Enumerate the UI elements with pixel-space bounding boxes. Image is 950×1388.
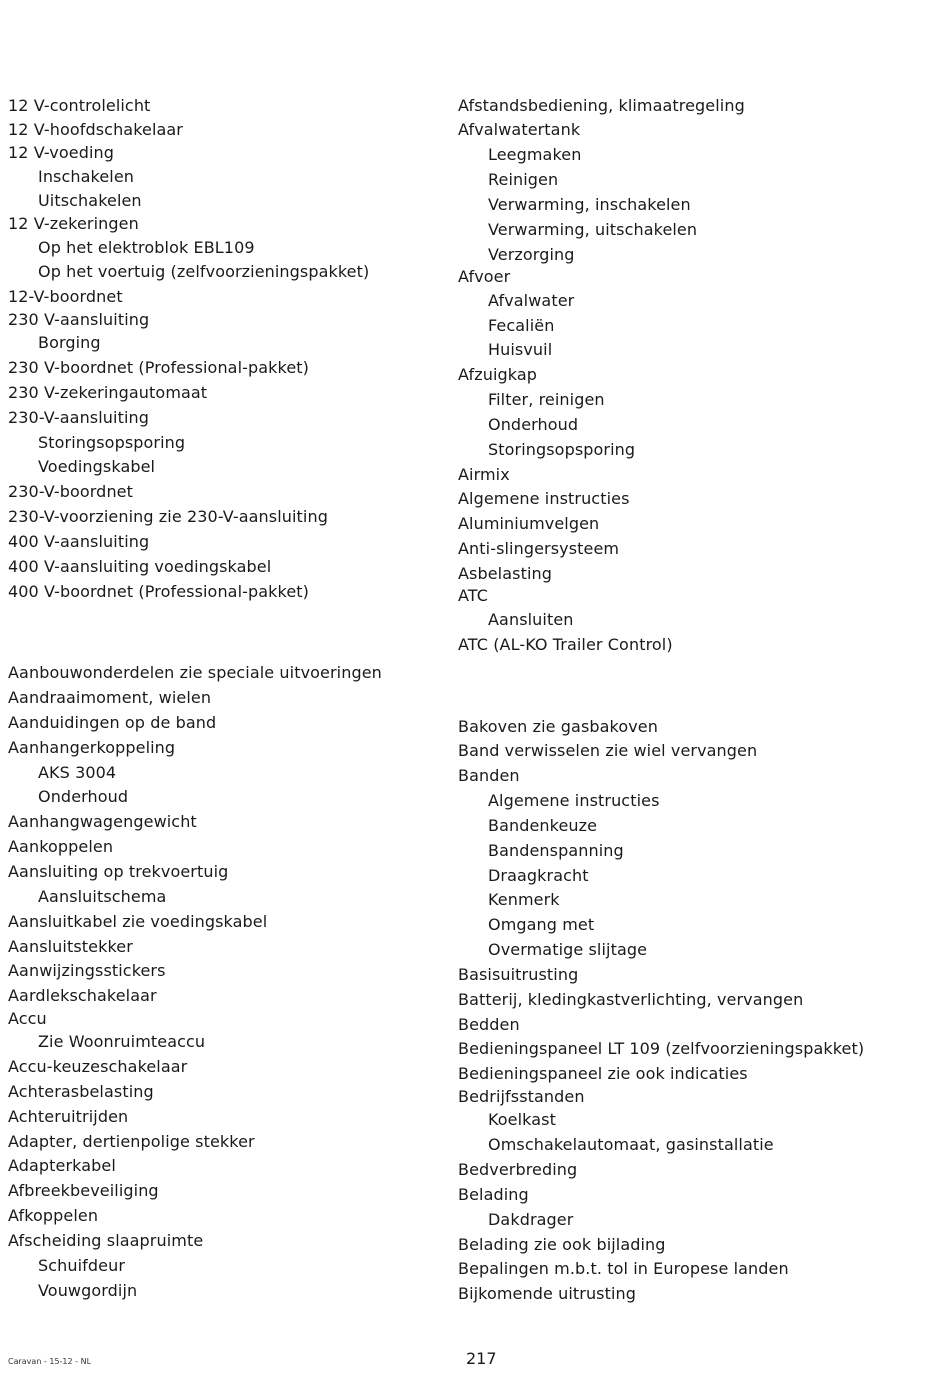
index-subentry: Storingsopsporing (488, 440, 636, 459)
index-subentry: Kenmerk (488, 890, 560, 909)
index-subentry: Draagkracht (488, 866, 589, 885)
index-entry: Afvalwatertank (458, 120, 581, 139)
index-subentry: Storingsopsporing (38, 433, 186, 452)
index-entry: Asbelasting (458, 564, 552, 583)
index-entry: 230 V-zekeringautomaat (8, 383, 208, 402)
index-subentry: AKS 3004 (38, 763, 117, 782)
index-entry: Bedden (458, 1015, 520, 1034)
index-entry: Aansluiting op trekvoertuig (8, 862, 229, 881)
index-entry: 230-V-voorziening zie 230-V-aansluiting (8, 507, 328, 526)
index-entry: Aardlekschakelaar (8, 986, 157, 1005)
index-entry: Bedverbreding (458, 1160, 578, 1179)
index-subentry: Schuifdeur (38, 1256, 126, 1275)
index-subentry: Overmatige slijtage (488, 940, 648, 959)
index-subentry: Onderhoud (38, 787, 129, 806)
index-subentry: Algemene instructies (488, 791, 660, 810)
index-entry: 230 V-boordnet (Professional-pakket) (8, 358, 309, 377)
index-subentry: Omschakelautomaat, gasinstallatie (488, 1135, 774, 1154)
index-entry: Aanhangwagengewicht (8, 812, 197, 831)
index-entry: Bakoven zie gasbakoven (458, 717, 658, 736)
index-entry: Adapterkabel (8, 1156, 116, 1175)
index-entry: Achteruitrijden (8, 1107, 129, 1126)
index-entry: Belading zie ook bijlading (458, 1235, 666, 1254)
index-entry: ATC (AL-KO Trailer Control) (458, 635, 673, 654)
index-subentry: Onderhoud (488, 415, 579, 434)
index-subentry: Aansluitschema (38, 887, 167, 906)
index-subentry: Borging (38, 333, 101, 352)
index-entry: Banden (458, 766, 520, 785)
index-subentry: Aansluiten (488, 610, 574, 629)
index-entry: Aansluitkabel zie voedingskabel (8, 912, 268, 931)
index-entry: 400 V-aansluiting voedingskabel (8, 557, 272, 576)
index-entry: Bedieningspaneel LT 109 (zelfvoorzieningspakket) (458, 1039, 865, 1058)
footer-doc-label: Caravan - 15-12 - NL (8, 1357, 92, 1366)
index-subentry: Leegmaken (488, 145, 582, 164)
index-entry: Afscheiding slaapruimte (8, 1231, 204, 1250)
index-entry: Aandraaimoment, wielen (8, 688, 212, 707)
index-entry: Aankoppelen (8, 837, 114, 856)
index-entry: Bedieningspaneel zie ook indicaties (458, 1064, 748, 1083)
index-entry: Basisuitrusting (458, 965, 579, 984)
index-subentry: Inschakelen (38, 167, 135, 186)
index-entry: 400 V-boordnet (Professional-pakket) (8, 582, 309, 601)
index-entry: Bedrijfsstanden (458, 1087, 585, 1106)
index-subentry: Dakdrager (488, 1210, 574, 1229)
index-entry: Algemene instructies (458, 489, 630, 508)
index-entry: Belading (458, 1185, 529, 1204)
index-subentry: Verwarming, uitschakelen (488, 220, 698, 239)
index-entry: 230-V-boordnet (8, 482, 134, 501)
index-subentry: Huisvuil (488, 340, 553, 359)
index-subentry: Afvalwater (488, 291, 575, 310)
index-entry: 12 V-controlelicht (8, 96, 151, 115)
index-entry: Afzuigkap (458, 365, 537, 384)
index-subentry: Omgang met (488, 915, 595, 934)
index-entry: Aansluitstekker (8, 937, 133, 956)
index-subentry: Op het voertuig (zelfvoorzieningspakket) (38, 262, 370, 281)
index-entry: Accu-keuzeschakelaar (8, 1057, 188, 1076)
index-entry: 12 V-zekeringen (8, 214, 139, 233)
index-entry: Aanwijzingsstickers (8, 961, 166, 980)
index-subentry: Reinigen (488, 170, 559, 189)
index-entry: Bepalingen m.b.t. tol in Europese landen (458, 1259, 789, 1278)
index-entry: Adapter, dertienpolige stekker (8, 1132, 255, 1151)
index-entry: 230-V-aansluiting (8, 408, 149, 427)
index-subentry: Uitschakelen (38, 191, 142, 210)
index-entry: 230 V-aansluiting (8, 310, 150, 329)
index-subentry: Voedingskabel (38, 457, 156, 476)
index-entry: Band verwisselen zie wiel vervangen (458, 741, 758, 760)
index-subentry: Vouwgordijn (38, 1281, 138, 1300)
index-subentry: Fecaliën (488, 316, 555, 335)
index-entry: 12 V-hoofdschakelaar (8, 120, 183, 139)
index-entry: Batterij, kledingkastverlichting, vervangen (458, 990, 804, 1009)
index-subentry: Zie Woonruimteaccu (38, 1032, 206, 1051)
index-subentry: Verzorging (488, 245, 575, 264)
index-entry: 12-V-boordnet (8, 287, 123, 306)
index-entry: 400 V-aansluiting (8, 532, 150, 551)
index-subentry: Filter, reinigen (488, 390, 605, 409)
index-subentry: Op het elektroblok EBL109 (38, 238, 255, 257)
index-subentry: Verwarming, inschakelen (488, 195, 691, 214)
index-subentry: Koelkast (488, 1110, 556, 1129)
index-entry: Aanduidingen op de band (8, 713, 217, 732)
index-entry: Achterasbelasting (8, 1082, 154, 1101)
index-entry: Afkoppelen (8, 1206, 99, 1225)
index-entry: Anti-slingersysteem (458, 539, 620, 558)
index-entry: Airmix (458, 465, 510, 484)
index-entry: 12 V-voeding (8, 143, 114, 162)
index-entry: Aanbouwonderdelen zie speciale uitvoeringen (8, 663, 382, 682)
index-entry: Afvoer (458, 267, 511, 286)
page-number: 217 (466, 1349, 497, 1368)
index-entry: Bijkomende uitrusting (458, 1284, 637, 1303)
index-entry: Afstandsbediening, klimaatregeling (458, 96, 745, 115)
index-entry: Accu (8, 1009, 47, 1028)
index-entry: Aanhangerkoppeling (8, 738, 176, 757)
index-entry: ATC (458, 586, 489, 605)
index-entry: Afbreekbeveiliging (8, 1181, 159, 1200)
index-subentry: Bandenspanning (488, 841, 624, 860)
index-subentry: Bandenkeuze (488, 816, 598, 835)
index-entry: Aluminiumvelgen (458, 514, 600, 533)
